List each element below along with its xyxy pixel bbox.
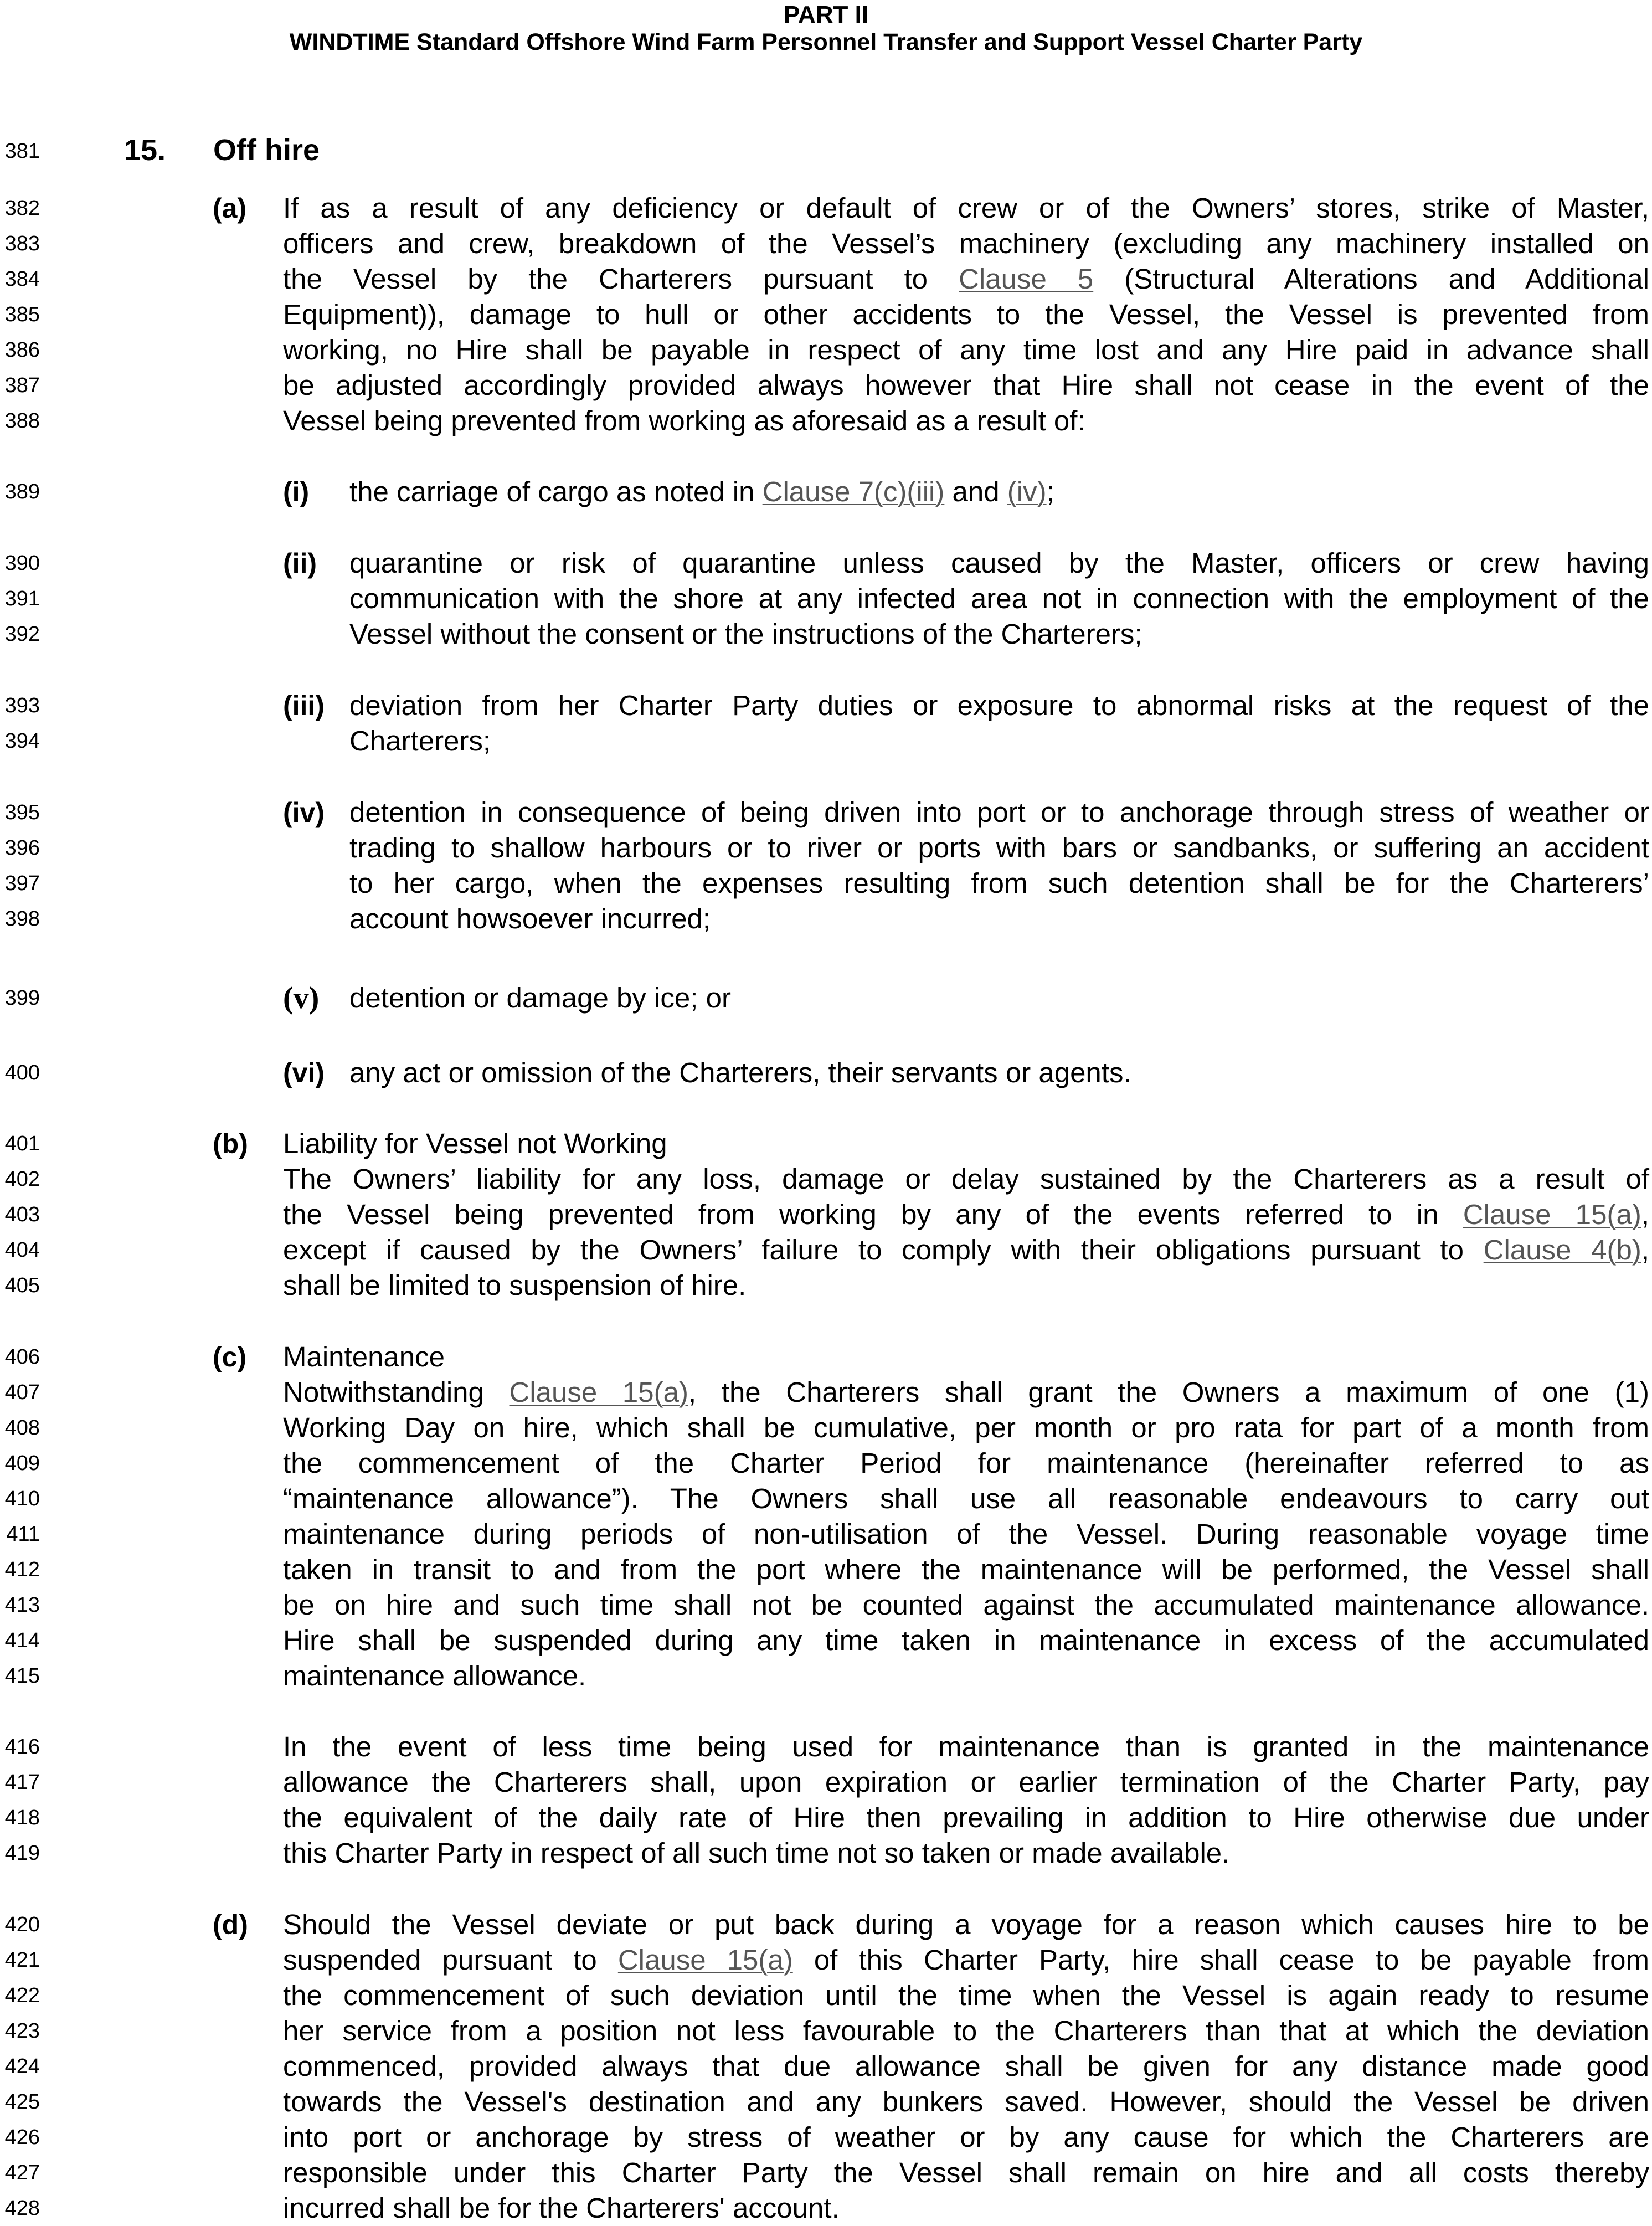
text-line: Vessel being prevented from working as aforesaid as a result of: <box>283 405 1085 436</box>
text-line: communication with the shore at any infected area not in connection with the employment of the <box>349 583 1649 614</box>
line-number: 397 <box>4 872 40 895</box>
text-line: any act or omission of the Charterers, their servants or agents. <box>349 1057 1131 1088</box>
text-line: detention in consequence of being driven into port or to anchorage through stress of weather or <box>349 796 1649 828</box>
text-line: officers and crew, breakdown of the Vessel’s machinery (excluding any machinery installed on <box>283 228 1649 259</box>
text-line: Charterers; <box>349 725 491 757</box>
line-number: 425 <box>4 2090 40 2114</box>
text-line: her service from a position not less favourable to the Charterers than that at which the deviation <box>283 2015 1649 2047</box>
line-number: 399 <box>4 986 40 1010</box>
text-line: this Charter Party in respect of all such time not so taken or made available. <box>283 1837 1230 1869</box>
text-line: trading to shallow harbours or to river or ports with bars or sandbanks, or suffering an accident <box>349 832 1649 863</box>
text-line: Hire shall be suspended during any time taken in maintenance in excess of the accumulated <box>283 1624 1649 1656</box>
clause-7c-iii-link[interactable]: Clause 7(c)(iii) <box>762 476 945 507</box>
line-number: 422 <box>4 1984 40 2007</box>
text-line: commenced, provided always that due allowance shall be given for any distance made good <box>283 2050 1649 2082</box>
text-line: towards the Vessel's destination and any bunkers saved. However, should the Vessel be driven <box>283 2086 1649 2117</box>
text-line: the commencement of the Charter Period for maintenance (hereinafter referred to as <box>283 1447 1649 1479</box>
text-line: In the event of less time being used for maintenance than is granted in the maintenance <box>283 1731 1649 1762</box>
item-label-iii: (iii) <box>283 690 325 721</box>
line-number: 392 <box>4 623 40 646</box>
line-number: 428 <box>4 2197 40 2220</box>
line-number: 402 <box>4 1168 40 1191</box>
text-line <box>283 1375 1649 1410</box>
text-line: be adjusted accordingly provided always however that Hire shall not cease in the event of the <box>283 369 1649 401</box>
line-number: 400 <box>4 1061 40 1084</box>
text-line: into port or anchorage by stress of weather or by any cause for which the Charterers are <box>283 2121 1649 2153</box>
text-line: maintenance allowance. <box>283 1660 586 1692</box>
text-segment: the Vessel by the Charterers pursuant to <box>283 263 959 295</box>
line-number: 427 <box>4 2161 40 2184</box>
clause-4b-link[interactable]: Clause 4(b) <box>1483 1234 1641 1266</box>
line-number: 390 <box>4 552 40 575</box>
text-segment: and <box>944 476 1007 507</box>
line-number: 391 <box>4 587 40 610</box>
text-line: detention or damage by ice; or <box>349 982 731 1014</box>
line-number: 406 <box>4 1345 40 1369</box>
text-line: shall be limited to suspension of hire. <box>283 1269 747 1301</box>
text-line: be on hire and such time shall not be counted against the accumulated maintenance allowance. <box>283 1589 1649 1621</box>
text-line: The Owners’ liability for any loss, damage or delay sustained by the Charterers as a result of <box>283 1163 1649 1195</box>
line-number: 424 <box>4 2055 40 2078</box>
line-number: 426 <box>4 2126 40 2149</box>
text-line: quarantine or risk of quarantine unless caused by the Master, officers or crew having <box>349 547 1649 579</box>
line-number: 413 <box>4 1593 40 1617</box>
text-line <box>349 474 1649 510</box>
part-heading: PART II <box>783 1 869 28</box>
text-line: Equipment)), damage to hull or other accidents to the Vessel, the Vessel is prevented from <box>283 299 1649 330</box>
clause-5-link[interactable]: Clause 5 <box>959 263 1094 295</box>
line-number: 407 <box>4 1381 40 1404</box>
line-number: 385 <box>4 303 40 326</box>
line-number: 409 <box>4 1452 40 1475</box>
text-segment: the Vessel being prevented from working by any of the events referred to in <box>283 1199 1463 1230</box>
line-number: 420 <box>4 1913 40 1936</box>
text-segment: the carriage of cargo as noted in <box>349 476 763 507</box>
subclause-label-d: (d) <box>213 1909 248 1940</box>
line-number: 393 <box>4 694 40 717</box>
text-line: the equivalent of the daily rate of Hire then prevailing in addition to Hire otherwise due under <box>283 1802 1649 1833</box>
line-number: 419 <box>4 1842 40 1865</box>
line-number: 410 <box>4 1487 40 1510</box>
item-label-i: (i) <box>283 476 310 507</box>
clause-7c-iv-link[interactable]: (iv) <box>1007 476 1047 507</box>
text-line <box>283 1197 1649 1232</box>
line-number: 408 <box>4 1416 40 1440</box>
text-line: If as a result of any deficiency or default of crew or of the Owners’ stores, strike of Master, <box>283 192 1649 224</box>
subclause-label-b: (b) <box>213 1128 248 1159</box>
line-number: 395 <box>4 801 40 824</box>
line-number: 388 <box>4 409 40 433</box>
text-line <box>283 1232 1649 1268</box>
line-number: 382 <box>4 197 40 220</box>
text-segment: , <box>1641 1199 1649 1230</box>
text-segment: (Structural Alterations and Additional <box>1093 263 1649 295</box>
clause-15a-link[interactable]: Clause 15(a) <box>509 1376 688 1408</box>
text-segment: ; <box>1046 476 1054 507</box>
line-number: 405 <box>4 1274 40 1297</box>
text-segment: Notwithstanding <box>283 1376 510 1408</box>
line-number: 418 <box>4 1806 40 1829</box>
text-line: Should the Vessel deviate or put back during a voyage for a reason which causes hire to be <box>283 1909 1649 1940</box>
item-label-iv: (iv) <box>283 797 325 828</box>
line-number: 394 <box>4 729 40 753</box>
text-line: maintenance during periods of non-utilisation of the Vessel. During reasonable voyage time <box>283 1518 1649 1550</box>
subclause-label-c: (c) <box>213 1341 247 1372</box>
line-number: 381 <box>4 140 40 163</box>
line-number: 415 <box>4 1664 40 1688</box>
text-line <box>283 1942 1649 1978</box>
text-line: account howsoever incurred; <box>349 903 711 934</box>
text-line: to her cargo, when the expenses resulting from such detention shall be for the Charterers’ <box>349 867 1649 899</box>
clause-title: Off hire <box>213 133 320 167</box>
line-number: 383 <box>4 232 40 255</box>
text-line: working, no Hire shall be payable in respect of any time lost and any Hire paid in advance shall <box>283 334 1649 366</box>
text-line <box>283 261 1649 297</box>
text-line: responsible under this Charter Party the Vessel shall remain on hire and all costs thereby <box>283 2157 1649 2188</box>
text-line: taken in transit to and from the port where the maintenance will be performed, the Vessel shall <box>283 1554 1649 1585</box>
text-line: incurred shall be for the Charterers' account. <box>283 2192 840 2224</box>
line-number: 386 <box>4 338 40 362</box>
line-number: 417 <box>4 1771 40 1794</box>
line-number: 398 <box>4 907 40 931</box>
line-number: 416 <box>4 1735 40 1759</box>
clause-15a-link[interactable]: Clause 15(a) <box>1463 1199 1641 1230</box>
item-label-vi: (vi) <box>283 1057 325 1088</box>
text-line: “maintenance allowance”). The Owners shall use all reasonable endeavours to carry out <box>283 1483 1649 1514</box>
item-label-ii: (ii) <box>283 548 317 579</box>
text-line: the commencement of such deviation until the time when the Vessel is again ready to resume <box>283 1980 1649 2011</box>
subclause-label-a: (a) <box>213 193 247 224</box>
line-number: 387 <box>4 374 40 397</box>
line-number: 384 <box>4 268 40 291</box>
line-number: 421 <box>4 1949 40 1972</box>
clause-15a-link[interactable]: Clause 15(a) <box>617 1944 793 1976</box>
subclause-heading: Liability for Vessel not Working <box>283 1128 667 1159</box>
text-segment: of this Charter Party, hire shall cease to be payable from <box>792 1944 1650 1976</box>
item-label-v: (v) <box>283 981 320 1015</box>
line-number: 414 <box>4 1629 40 1652</box>
line-number: 396 <box>4 836 40 860</box>
text-segment: suspended pursuant to <box>283 1944 618 1976</box>
line-number: 412 <box>4 1558 40 1581</box>
line-number: 411 <box>6 1523 40 1546</box>
line-number: 389 <box>4 480 40 503</box>
text-line: deviation from her Charter Party duties or exposure to abnormal risks at the request of the <box>349 690 1649 721</box>
line-number: 404 <box>4 1238 40 1262</box>
document-title: WINDTIME Standard Offshore Wind Farm Personnel Transfer and Support Vessel Charter Party <box>289 29 1363 55</box>
text-line: Working Day on hire, which shall be cumulative, per month or pro rata for part of a month from <box>283 1412 1649 1443</box>
text-line: allowance the Charterers shall, upon expiration or earlier termination of the Charter Party, pay <box>283 1766 1649 1798</box>
clause-number: 15. <box>124 133 166 167</box>
line-number: 403 <box>4 1203 40 1226</box>
line-number: 423 <box>4 2019 40 2043</box>
text-segment: , <box>1641 1234 1649 1266</box>
text-segment: except if caused by the Owners’ failure to comply with their obligations pursuant to <box>283 1234 1484 1266</box>
text-segment: , the Charterers shall grant the Owners a maximum of one (1) <box>688 1376 1650 1408</box>
subclause-heading: Maintenance <box>283 1341 445 1372</box>
text-line: Vessel without the consent or the instructions of the Charterers; <box>349 618 1142 650</box>
line-number: 401 <box>4 1132 40 1155</box>
